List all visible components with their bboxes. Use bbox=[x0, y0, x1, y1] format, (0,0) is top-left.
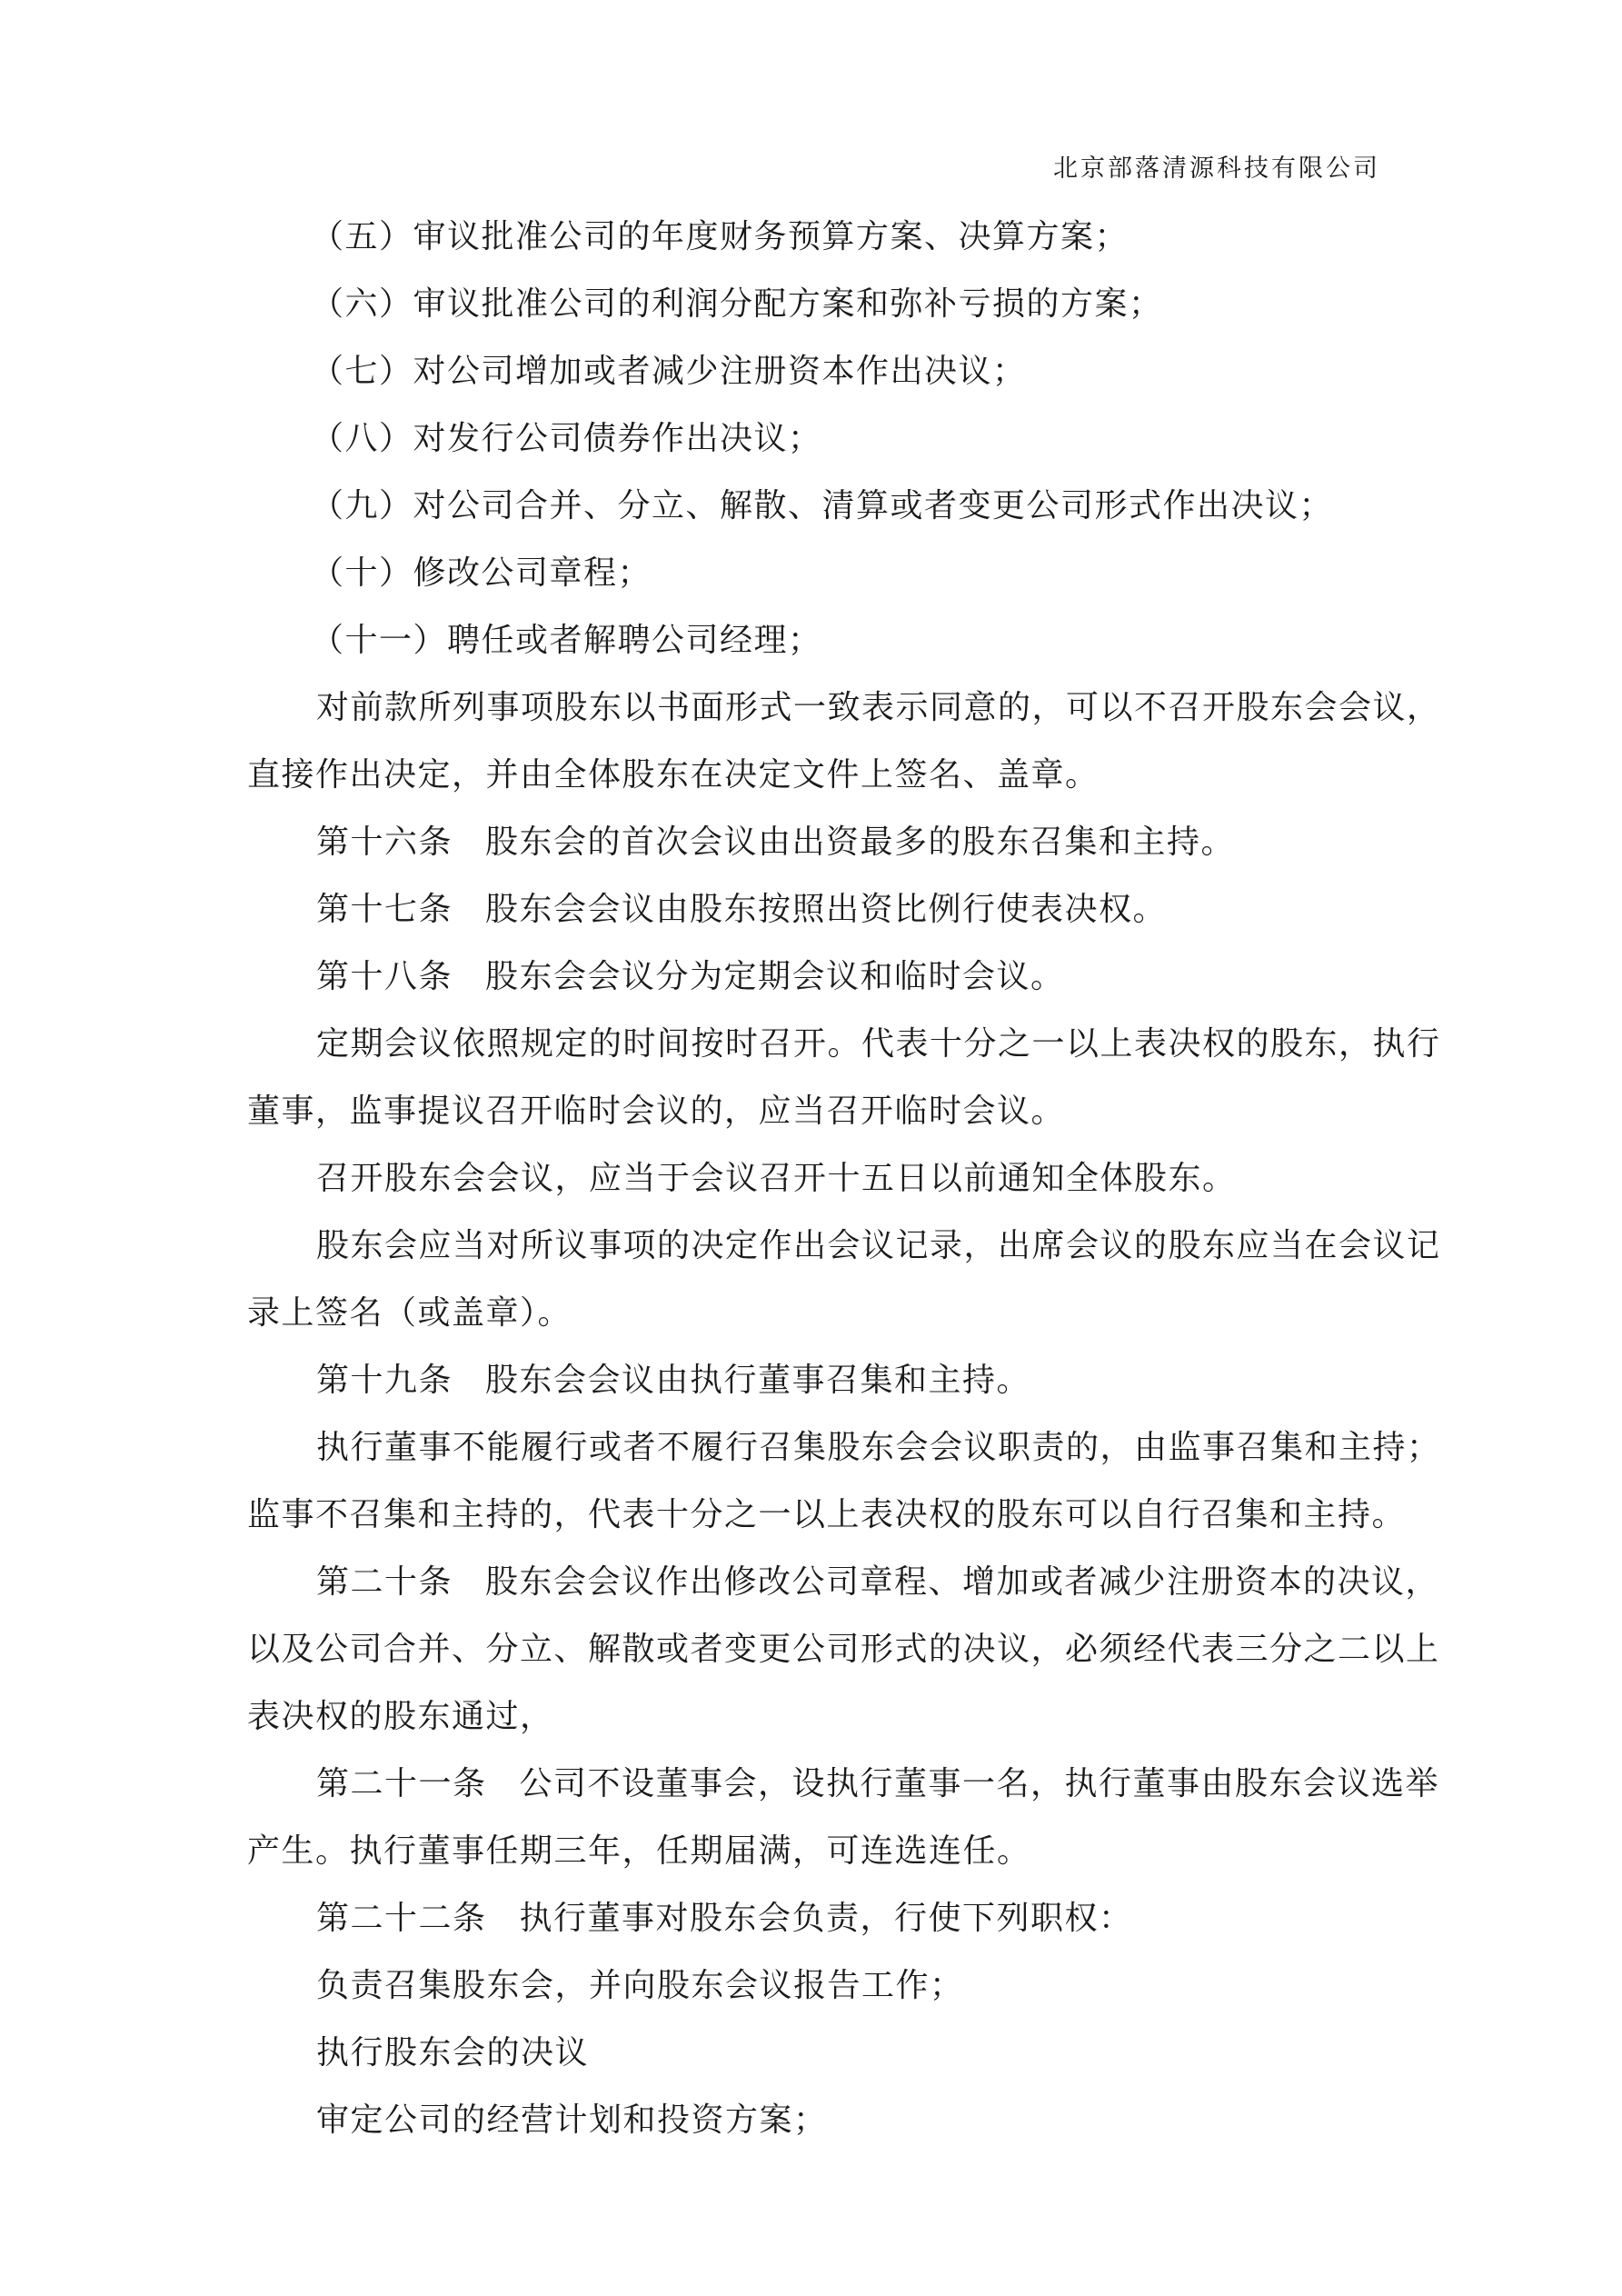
body-line: （八）对发行公司债券作出决议； bbox=[311, 420, 822, 457]
article-text: 公司不设董事会，设执行董事一名，执行董事由股东会议选举 bbox=[519, 1765, 1440, 1802]
article-text: 股东会会议由股东按照出资比例行使表决权。 bbox=[485, 891, 1168, 928]
company-header: 北京部落清源科技有限公司 bbox=[1053, 155, 1380, 183]
article-number: 第二十一条 bbox=[316, 1765, 487, 1802]
article-text: 股东会会议作出修改公司章程、增加或者减少注册资本的决议， bbox=[485, 1563, 1440, 1601]
article-line bbox=[247, 809, 1387, 876]
article-text: 股东会的首次会议由出资最多的股东召集和主持。 bbox=[485, 824, 1236, 861]
body-line: 定期会议依照规定的时间按时召开。代表十分之一以上表决权的股东，执行 bbox=[316, 1025, 1441, 1063]
body-line: 执行股东会的决议 bbox=[316, 2034, 590, 2071]
article-line bbox=[247, 1347, 1387, 1414]
body-line: 执行董事不能履行或者不履行召集股东会会议职责的，由监事召集和主持； bbox=[316, 1429, 1441, 1466]
article-line bbox=[247, 943, 1387, 1011]
body-line: 负责召集股东会，并向股东会议报告工作； bbox=[316, 1967, 964, 2004]
article-line bbox=[247, 876, 1387, 943]
body-line: 录上签名（或盖章）。 bbox=[247, 1294, 572, 1332]
body-line: （九）对公司合并、分立、解散、清算或者变更公司形式作出决议； bbox=[311, 487, 1334, 524]
body-line: 产生。执行董事任期三年，任期届满，可连选连任。 bbox=[247, 1832, 1031, 1870]
body-line: 以及公司合并、分立、解散或者变更公司形式的决议，必须经代表三分之二以上 bbox=[247, 1631, 1440, 1668]
body-line: 审定公司的经营计划和投资方案； bbox=[316, 2101, 828, 2139]
article-number: 第十九条 bbox=[316, 1362, 453, 1399]
article-number: 第十八条 bbox=[316, 958, 453, 995]
body-line: （五）审议批准公司的年度财务预算方案、决算方案； bbox=[311, 218, 1129, 255]
body-line: 董事，监事提议召开临时会议的，应当召开临时会议。 bbox=[247, 1093, 1066, 1130]
body-line: （六）审议批准公司的利润分配方案和弥补亏损的方案； bbox=[311, 285, 1163, 323]
article-number: 第十七条 bbox=[316, 891, 453, 928]
article-line bbox=[247, 1885, 1387, 1952]
document-body bbox=[247, 204, 1441, 2154]
article-number: 第二十条 bbox=[316, 1563, 453, 1601]
body-line: 对前款所列事项股东以书面形式一致表示同意的，可以不召开股东会会议， bbox=[316, 689, 1441, 726]
body-line: 召开股东会会议，应当于会议召开十五日以前通知全体股东。 bbox=[316, 1160, 1237, 1197]
body-line: 直接作出决定，并由全体股东在决定文件上签名、盖章。 bbox=[247, 756, 1100, 794]
article-text: 股东会会议分为定期会议和临时会议。 bbox=[485, 958, 1065, 995]
body-line: 股东会应当对所议事项的决定作出会议记录，出席会议的股东应当在会议记 bbox=[316, 1227, 1441, 1264]
body-line: （十）修改公司章程； bbox=[311, 554, 652, 592]
body-line: （七）对公司增加或者减少注册资本作出决议； bbox=[311, 353, 1027, 390]
body-line: 监事不召集和主持的，代表十分之一以上表决权的股东可以自行召集和主持。 bbox=[247, 1496, 1407, 1533]
article-line bbox=[247, 1549, 1440, 1616]
article-number: 第二十二条 bbox=[316, 1900, 487, 1937]
article-number: 第十六条 bbox=[316, 824, 453, 861]
article-text: 股东会会议由执行董事召集和主持。 bbox=[485, 1362, 1031, 1399]
body-line: （十一）聘任或者解聘公司经理； bbox=[311, 622, 822, 659]
article-line bbox=[247, 1751, 1440, 1818]
article-text: 执行董事对股东会负责，行使下列职权： bbox=[519, 1900, 1133, 1937]
body-line: 表决权的股东通过， bbox=[247, 1698, 554, 1735]
